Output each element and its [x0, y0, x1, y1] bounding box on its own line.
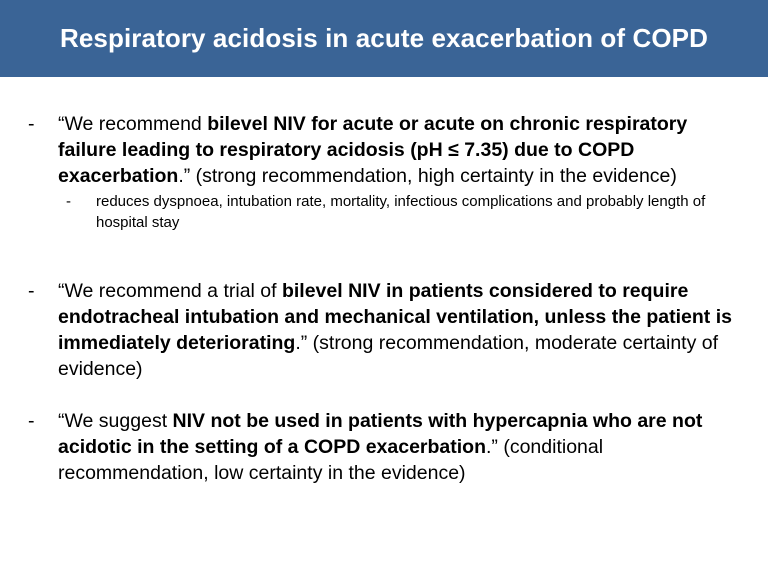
recommendation-2-close: .” (strong recommendation, moderate certainty of evidence): [58, 332, 719, 380]
bullet-dash: -: [28, 280, 35, 302]
slide-title: Respiratory acidosis in acute exacerbation of COPD: [60, 23, 708, 53]
slide-header: [0, 0, 768, 77]
recommendation-2-open: “We recommend a trial of: [58, 280, 282, 302]
slide-content: [0, 111, 768, 486]
recommendation-1-close: .” (strong recommendation, high certainty in the evidence): [178, 165, 677, 187]
recommendation-1-open: “We recommend: [58, 113, 208, 135]
sub-bullet-dash: -: [66, 193, 71, 210]
recommendation-1-bold: bilevel NIV for acute or acute on chronic respiratory failure leading to respiratory acidosis (pH ≤ 7.35) due to COPD exacerbation: [58, 113, 688, 187]
recommendation-1: [0, 111, 768, 189]
recommendation-3-bold: NIV not be used in patients with hypercapnia who are not acidotic in the setting of a COPD exacerbation: [58, 410, 703, 458]
recommendation-3-open: “We suggest: [58, 410, 173, 432]
recommendation-2: [0, 278, 768, 382]
recommendation-3: [0, 408, 768, 486]
recommendation-1-subpoint-text: reduces dyspnoea, intubation rate, mortality, infectious complications and probably length of hospital stay: [96, 193, 706, 231]
bullet-dash: -: [28, 113, 35, 135]
recommendation-1-subpoint: [0, 191, 768, 233]
recommendation-2-bold: bilevel NIV in patients considered to require endotracheal intubation and mechanical ventilation, unless the patient is immediately deteriorating: [58, 280, 732, 354]
recommendation-3-close: .” (conditional recommendation, low certainty in the evidence): [58, 436, 604, 484]
bullet-dash: -: [28, 410, 35, 432]
